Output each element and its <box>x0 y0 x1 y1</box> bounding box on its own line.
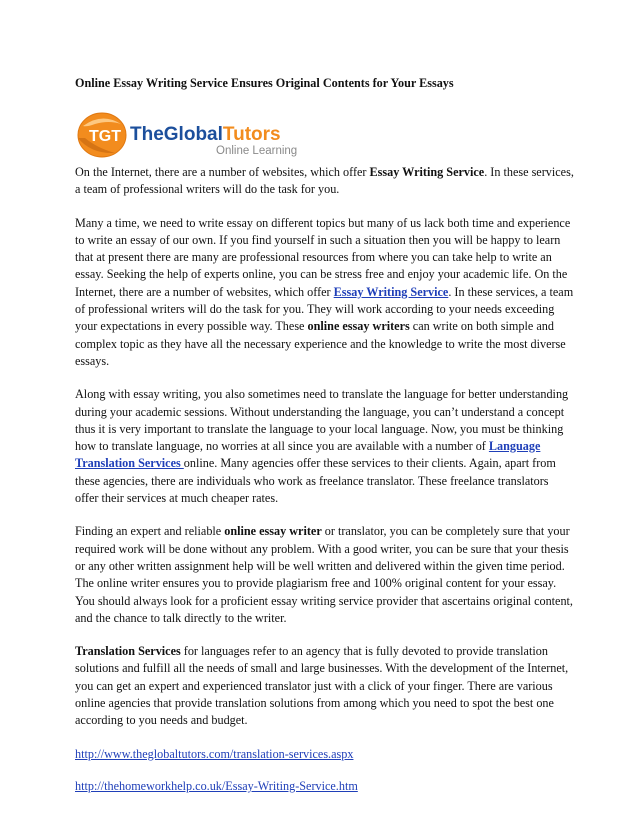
paragraph-5 <box>75 643 575 729</box>
theglobaltutors-logo <box>75 108 315 160</box>
logo-name-part-a: TheGlobal <box>130 124 223 145</box>
document-body <box>75 164 575 810</box>
logo-tagline: Online Learning <box>216 145 298 157</box>
paragraph-4 <box>75 523 575 627</box>
paragraph-2-text-c: can write on both simple and complex topic as they have all the necessary experience and the knowledge to write the most diverse essays. <box>75 319 566 368</box>
document-title: Online Essay Writing Service Ensures Original Contents for Your Essays <box>75 76 454 90</box>
paragraph-3-text-b: online. Many agencies offer these services to their clients. Again, apart from these agencies, there are individuals who work as freelance translator. These freelance translators offer their services at much cheaper rates. <box>75 456 556 506</box>
translation-services-url-link[interactable]: http://www.theglobaltutors.com/translation-services.aspx <box>75 746 354 761</box>
paragraph-1 <box>75 164 575 199</box>
paragraph-3-text-a: Along with essay writing, you also sometimes need to translate the language for better understanding during your academic sessions. Without understanding the language, you can’t understand a concept thus it is very important to translate the language to your local language. Now, you must be thinking how to translate language, no worries at all since you are available with a number of <box>75 387 569 454</box>
url-line-1 <box>75 746 575 763</box>
paragraph-2-text-b: . In these services, a team of professional writers will do the task for you. They will work according to your needs exceeding your expectations in every possible way. These <box>75 284 574 334</box>
logo-mark: TGT <box>89 128 121 145</box>
language-translation-services-link[interactable]: Language Translation Services <box>75 439 541 471</box>
essay-writing-service-url-link[interactable]: http://thehomeworkhelp.co.uk/Essay-Writing-Service.htm <box>75 778 358 793</box>
online-essay-writers-bold: online essay writers <box>307 319 410 334</box>
online-essay-writer-bold: online essay writer <box>224 524 322 539</box>
logo-name-part-b: Tutors <box>222 124 281 145</box>
logo-name <box>130 124 281 145</box>
url-line-2 <box>75 778 575 795</box>
paragraph-2-text-a: Many a time, we need to write essay on different topics but many of us lack both time and experience to write an essay of our own. If you find yourself in such a situation then you will be happy to learn that at present there are many are professional resources from where you can take help to write an essay. Seeking the help of experts online, you can be stress free and enjoy your academic life. On the Internet, there are a number of websites, which offer <box>75 215 571 299</box>
essay-writing-service-link[interactable]: Essay Writing Service <box>333 284 449 299</box>
paragraph-4-text-b: or translator, you can be completely sure that your required work will be done without any problem. With a good writer, you can be sure that your thesis or any other written assignment help will be well written and delivered within the given time period. The online writer ensures you to provide plagiarism free and 100% original content for your essay. You should always look for a proficient essay writing service provider that ascertains original content, and the chance to talk directly to the writer. <box>75 524 573 625</box>
translation-services-bold: Translation Services <box>75 644 181 659</box>
paragraph-5-text-a: for languages refer to an agency that is fully devoted to provide translation solutions and fulfill all the needs of small and large businesses. With the development of the Internet, you can get an expert and experienced translator just with a click of your finger. There are various online agencies that provide translation solutions from among which you need to spot the best one according to you needs and budget. <box>75 644 569 728</box>
paragraph-1-text-a: On the Internet, there are a number of websites, which offer <box>75 165 370 179</box>
paragraph-1-text-b: . In these services, a team of professional writers will do the task for you. <box>75 165 574 197</box>
paragraph-3 <box>75 386 575 507</box>
paragraph-2 <box>75 215 575 371</box>
essay-writing-service-bold: Essay Writing Service <box>369 165 485 179</box>
paragraph-4-text-a: Finding an expert and reliable <box>75 524 225 539</box>
